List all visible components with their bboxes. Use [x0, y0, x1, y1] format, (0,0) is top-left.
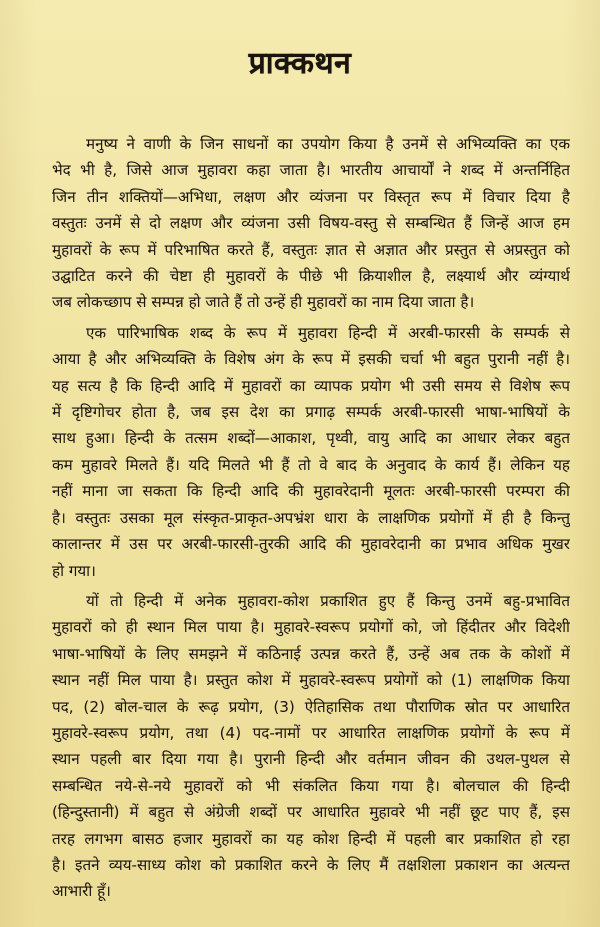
text-line: आभारी हूँ। — [52, 882, 111, 901]
text-line: कालान्तर में उस पर अरबी-फारसी-तुरकी आदि की मुहावरेदानी का प्रभाव अधिक मुखर — [52, 535, 570, 554]
text-line: उद्घाटित करने की चेष्टा ही मुहावरों के पीछे भी क्रियाशील है, लक्ष्यार्थ और व्यंग्यार्थ — [52, 267, 570, 286]
text-line: एक पारिभाषिक शब्द के रूप में मुहावरा हिन्दी में अरबी-फारसी के सम्पर्क से — [86, 323, 570, 342]
text-line: स्थान नहीं मिल पाया है। प्रस्तुत कोश में मुहावरे-स्वरूप प्रयोगों को (1) लाक्षणिक किया — [52, 671, 570, 690]
text-line: मुहावरों को ही स्थान मिल पाया है। मुहावरे-स्वरूप प्रयोगों को, जो हिंदीतर और विदेशी — [52, 618, 570, 637]
text-line: तरह लगभग बासठ हजार मुहावरों का यह कोश हिन्दी में पहली बार प्रकाशित हो रहा — [52, 829, 570, 848]
text-line: मुहावरों के रूप में परिभाषित करते हैं, वस्तुतः ज्ञात से अज्ञात और प्रस्तुत से अप्रस्तुत को — [52, 240, 570, 259]
text-line: हो गया। — [52, 561, 96, 580]
text-line: में दृष्टिगोचर होता है, जब इस देश का प्रगाढ़ सम्पर्क अरबी-फारसी भाषा-भाषियों के — [52, 403, 570, 422]
text-line: आया है और अभिव्यक्ति के विशेष अंग के रूप में इसकी चर्चा भी बहुत पुरानी नहीं है। — [52, 350, 570, 369]
text-line: पद, (2) बोल-चाल के रूढ़ प्रयोग, (3) ऐतिहासिक तथा पौराणिक स्रोत पर आधारित — [52, 697, 570, 716]
text-line: भेद भी है, जिसे आज मुहावरा कहा जाता है। भारतीय आचार्यों ने शब्द में अन्तर्निहित — [52, 161, 570, 180]
text-line: (हिन्दुस्तानी) में बहुत से अंग्रेजी शब्दों पर आधारित मुहावरे भी नहीं छूट पाए हैं, इस — [52, 803, 570, 822]
text-line: जिन तीन शक्तियों—अभिधा, लक्षण और व्यंजना पर विस्तृत रूप में विचार दिया है — [52, 187, 570, 206]
text-line: यह सत्य है कि हिन्दी आदि में मुहावरों का व्यापक प्रयोग भी उसी समय से विशेष रूप — [52, 376, 570, 395]
paragraph-3 — [52, 588, 570, 905]
text-line: सम्बन्धित नये-से-नये मुहावरों को भी संकलित किया गया है। बोलचाल की हिन्दी — [52, 776, 570, 795]
text-line: है। इतने व्यय-साध्य कोश को प्रकाशित करने के लिए मैं तक्षशिला प्रकाशन का अत्यन्त — [52, 855, 570, 874]
preface-body — [52, 131, 570, 905]
text-line: साथ हुआ। हिन्दी के तत्सम शब्दों—आकाश, पृथ्वी, वायु आदि का आधार लेकर बहुत — [52, 429, 570, 448]
text-line: यों तो हिन्दी में अनेक मुहावरा-कोश प्रकाशित हुए हैं किन्तु उनमें बहु-प्रभावित — [86, 591, 570, 610]
text-line: मुहावरे-स्वरूप प्रयोग, तथा (4) पद-नामों पर आधारित लाक्षणिक प्रयोगों के रूप में — [52, 723, 570, 742]
text-line: स्थान पहली बार दिया गया है। पुरानी हिन्दी और वर्तमान जीवन की उथल-पुथल से — [52, 750, 570, 769]
text-line: वस्तुतः उनमें से दो लक्षण और व्यंजना उसी विषय-वस्तु से सम्बन्धित हैं जिन्हें आज हम — [52, 214, 570, 233]
page-title: प्राक्कथन — [248, 46, 352, 81]
paragraph-1 — [52, 131, 570, 316]
text-line: जब लोकच्छाप से सम्पन्न हो जाते हैं तो उन्हें ही मुहावरों का नाम दिया जाता है। — [52, 293, 475, 312]
text-line: मनुष्य ने वाणी के जिन साधनों का उपयोग किया है उनमें से अभिव्यक्ति का एक — [86, 135, 570, 153]
text-line: है। वस्तुतः उसका मूल संस्कृत-प्राकृत-अपभ्रंश धारा के लाक्षणिक प्रयोगों में ही है किन्तु — [52, 508, 570, 527]
paragraph-2 — [52, 320, 570, 584]
text-line: कम मुहावरे मिलते हैं। यदि मिलते भी हैं तो वे बाद के अनुवाद के कार्य हैं। लेकिन यह — [52, 455, 570, 474]
text-line: नहीं माना जा सकता कि हिन्दी आदि की मुहावरेदानी मूलतः अरबी-फारसी परम्परा की — [52, 482, 570, 501]
text-line: भाषा-भाषियों के लिए समझने में कठिनाई उत्पन्न करते हैं, उन्हें अब तक के कोशों में — [52, 644, 570, 663]
